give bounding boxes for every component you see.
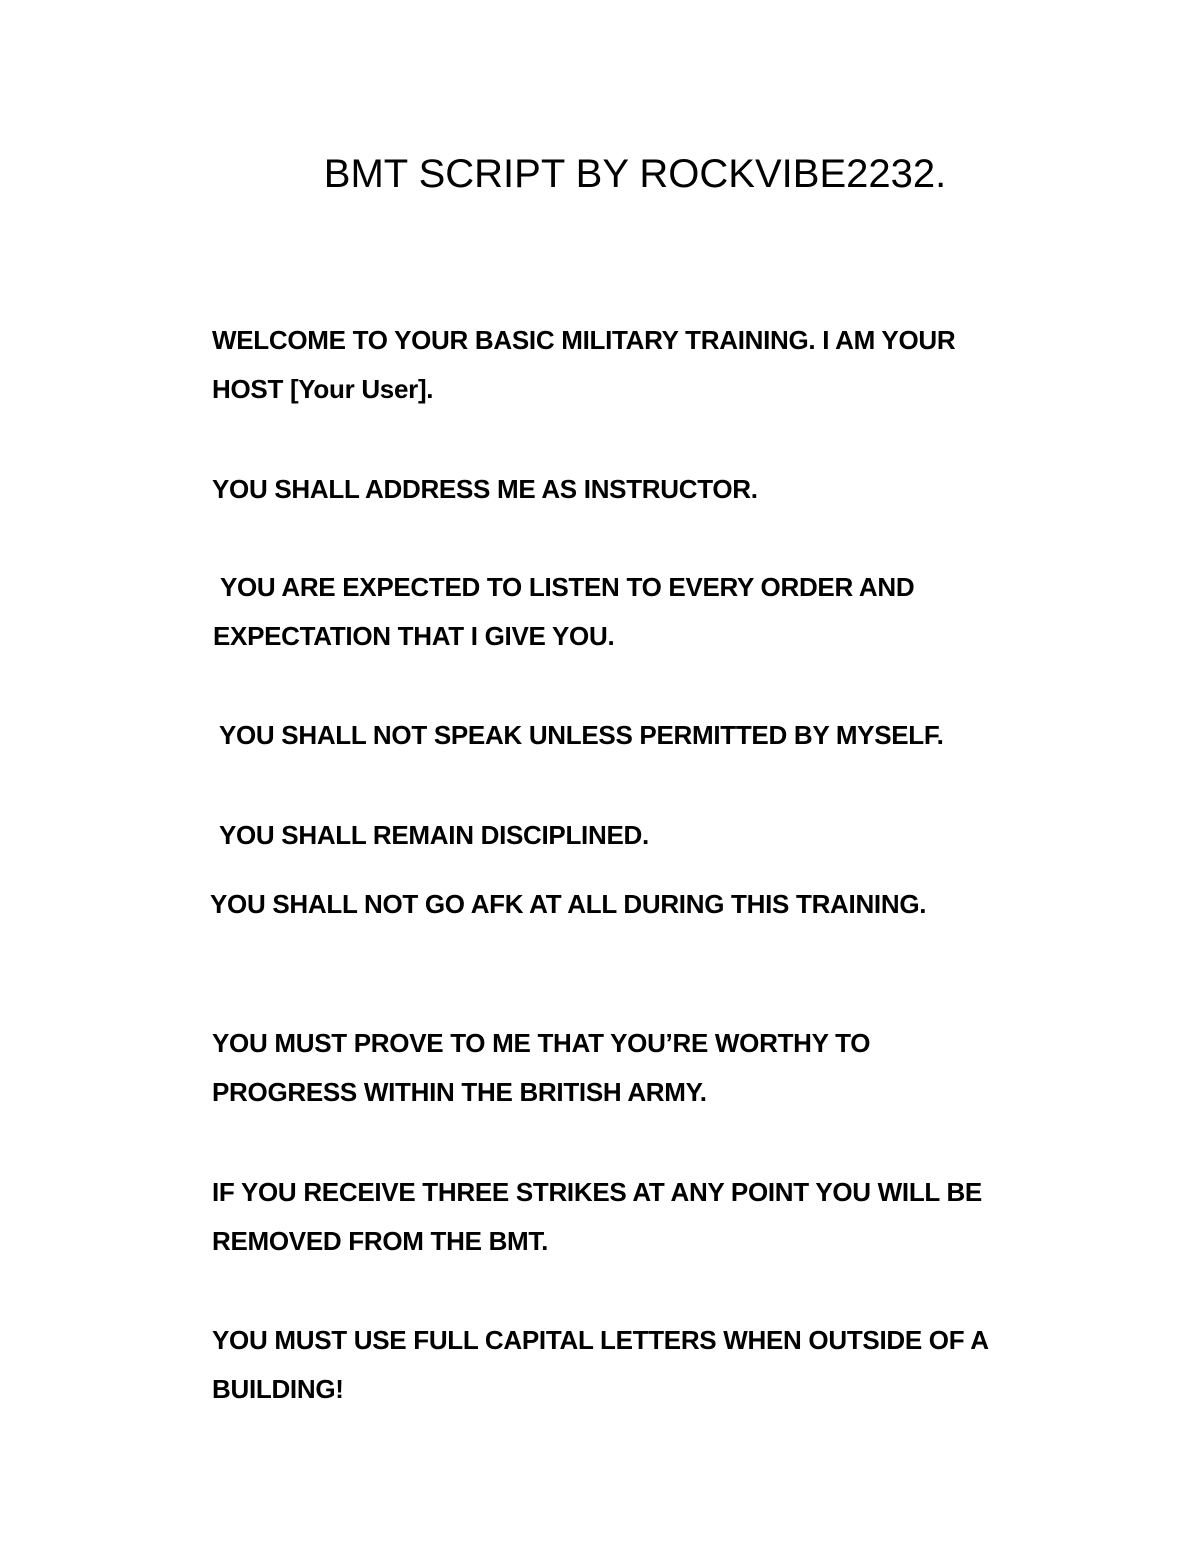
document-title: BMT SCRIPT BY ROCKVIBE2232. <box>323 152 947 196</box>
paragraph-listen: YOU ARE EXPECTED TO LISTEN TO EVERY ORDER AND EXPECTATION THAT I GIVE YOU. <box>213 572 922 651</box>
paragraph-welcome: WELCOME TO YOUR BASIC MILITARY TRAINING. I AM YOUR HOST [Your User]. <box>212 325 956 404</box>
paragraph-address: YOU SHALL ADDRESS ME AS INSTRUCTOR. <box>212 474 758 504</box>
paragraph-speak: YOU SHALL NOT SPEAK UNLESS PERMITTED BY MYSELF. <box>212 720 944 750</box>
paragraph-capitals: YOU MUST USE FULL CAPITAL LETTERS WHEN OUTSIDE OF A BUILDING! <box>212 1325 988 1404</box>
paragraph-strikes: IF YOU RECEIVE THREE STRIKES AT ANY POINT YOU WILL BE REMOVED FROM THE BMT. <box>212 1177 982 1256</box>
paragraph-disciplined: YOU SHALL REMAIN DISCIPLINED. <box>212 820 649 850</box>
paragraph-afk: YOU SHALL NOT GO AFK AT ALL DURING THIS TRAINING. <box>210 889 927 919</box>
paragraph-prove: YOU MUST PROVE TO ME THAT YOU’RE WORTHY TO PROGRESS WITHIN THE BRITISH ARMY. <box>212 1028 871 1107</box>
